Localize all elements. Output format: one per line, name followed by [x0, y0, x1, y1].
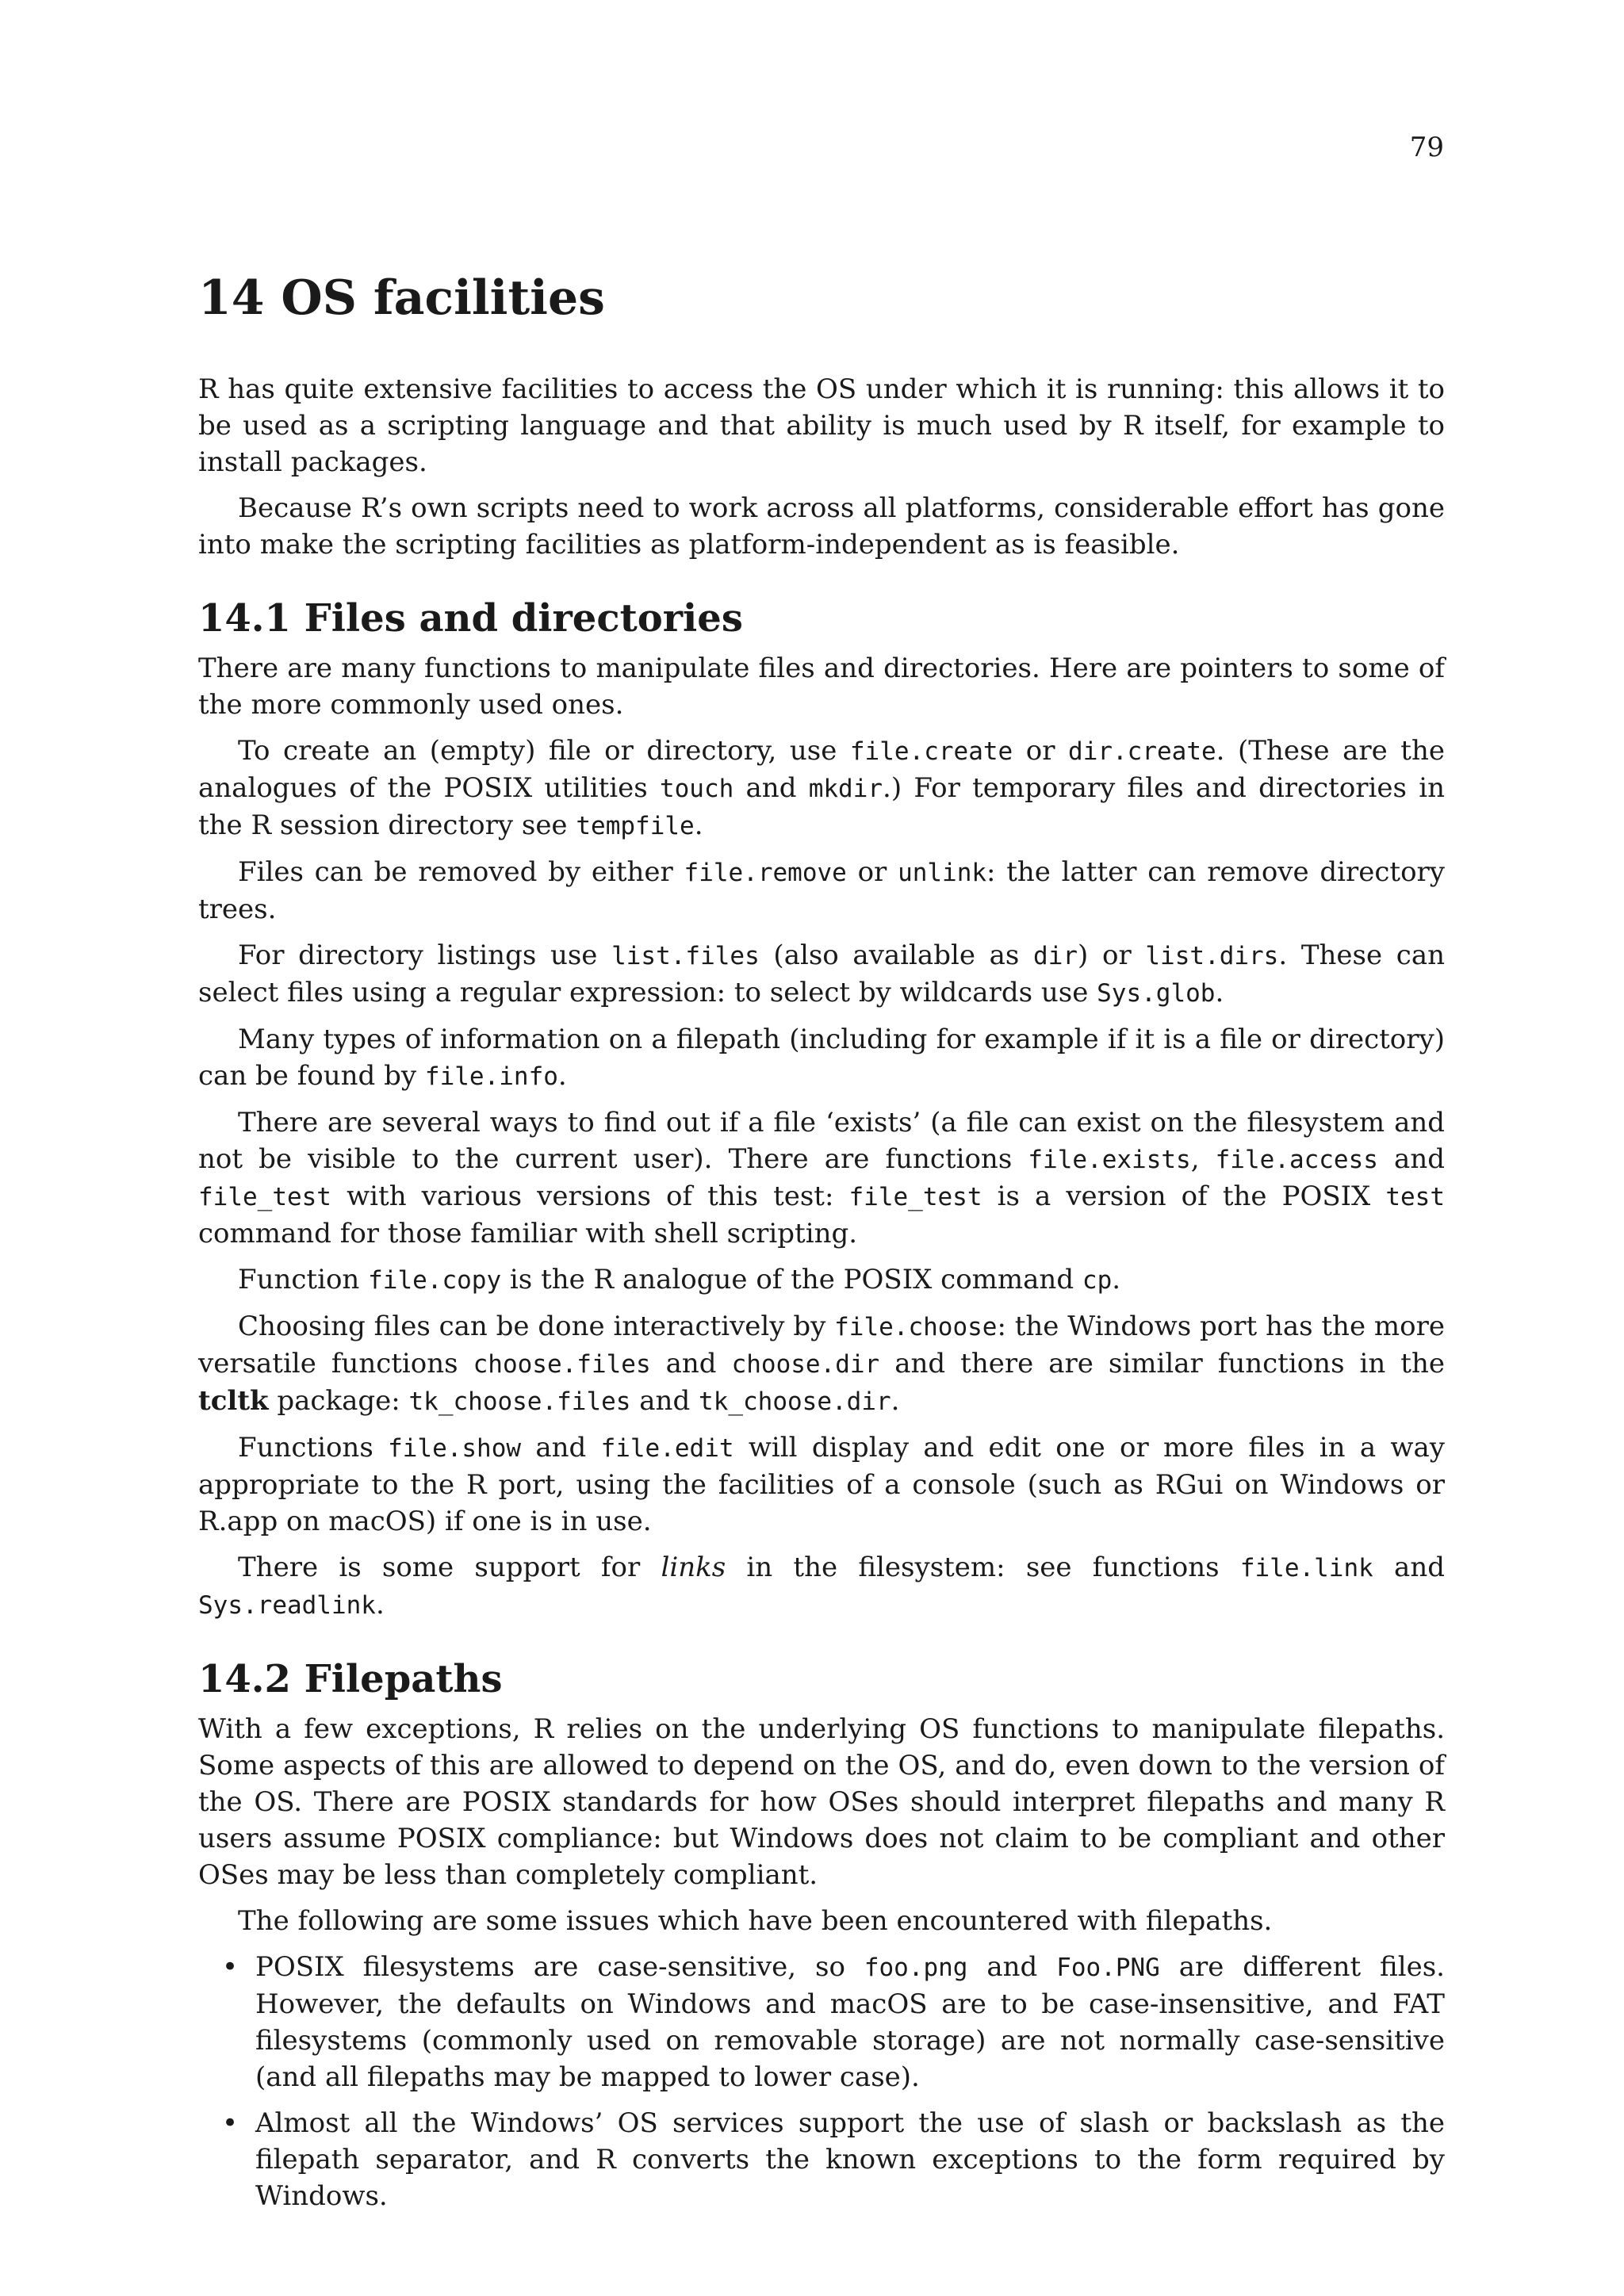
code-span: list.files — [611, 942, 760, 970]
code-span: file.link — [1239, 1554, 1373, 1582]
section-title: 14.2 Filepaths — [198, 1657, 503, 1701]
chapter-title: 14 OS facilities — [198, 270, 605, 326]
code-span: file.exists — [1028, 1146, 1191, 1174]
package-name: tcltk — [198, 1385, 269, 1417]
paragraph: Choosing files can be done interactively by file.choose: the Windows port has the more versatile functions choose.files and choose.dir and there are similar functions in the tcltk package: tk_choose.files and tk_choose.dir. — [198, 1311, 1445, 1417]
code-span: mkdir — [808, 775, 883, 803]
paragraph: There is some support for links in the filesystem: see functions file.link and Sys.readlink. — [198, 1552, 1445, 1621]
code-span: cp — [1082, 1266, 1113, 1295]
paragraph: The following are some issues which have been encountered with filepaths. — [238, 1905, 1273, 1937]
section-title: 14.1 Files and directories — [198, 596, 743, 641]
paragraph: There are many functions to manipulate files and directories. Here are pointers to some of the more commonly used ones. — [198, 652, 1445, 721]
bullet-list — [198, 1949, 1445, 2214]
paragraph: Files can be removed by either file.remove or unlink: the latter can remove directory trees. — [198, 856, 1446, 925]
code-span: tk_choose.dir — [699, 1387, 891, 1416]
code-span: file.show — [388, 1434, 522, 1463]
code-span: dir — [1033, 942, 1078, 970]
paragraph: For directory listings use list.files (also available as dir) or list.dirs. These can select files using a regular expression: to select by wildcards use Sys.glob. — [198, 939, 1445, 1008]
paragraph: Many types of information on a filepath (including for example if it is a file or directory) can be found by file.info. — [198, 1024, 1445, 1092]
code-span: Sys.glob — [1097, 979, 1216, 1008]
code-span: test — [1385, 1183, 1445, 1211]
code-span: file_test — [198, 1183, 331, 1211]
code-span: touch — [659, 775, 734, 803]
code-span: file.create — [849, 737, 1013, 766]
emphasis: links — [661, 1552, 726, 1583]
list-item: • POSIX filesystems are case-sensitive, so foo.png and Foo.PNG are different files. However, the defaults on Windows and macOS are to be case-insensitive, and FAT filesystems (commonly used on removable storage) are not normally case-sensitive (and all filepaths may be mapped to lower case). — [198, 1949, 1445, 2095]
code-span: file.info — [424, 1062, 558, 1091]
code-span: choose.files — [473, 1350, 651, 1379]
code-span: file_test — [848, 1183, 982, 1211]
code-span: file.copy — [368, 1266, 502, 1295]
code-span: file.remove — [684, 859, 847, 887]
code-span: Sys.readlink — [198, 1591, 376, 1620]
code-span: tempfile — [576, 812, 695, 840]
paragraph: To create an (empty) file or directory, use file.create or dir.create. (These are the analogues of the POSIX utilities touch and mkdir.) For temporary files and directories in the R session directory see tempfile. — [198, 735, 1445, 841]
code-span: Foo.PNG — [1056, 1954, 1160, 1982]
list-item: • Almost all the Windows’ OS services support the use of slash or backslash as the filepath separator, and R converts the known exceptions to the form required by Windows. — [198, 2105, 1445, 2214]
intro-paragraph-2: Because R’s own scripts need to work across all platforms, considerable effort has gone into make the scripting facilities as platform-independent as is feasible. — [198, 492, 1445, 561]
section-files-and-directories — [198, 595, 1445, 1624]
paragraph: With a few exceptions, R relies on the underlying OS functions to manipulate filepaths. Some aspects of this are allowed to depend on the OS, and do, even down to the version of the OS. There are POSIX standards for how OSes should interpret filepaths and many R users assume POSIX compliance: but Windows does not claim to be compliant and other OSes may be less than completely compliant. — [198, 1713, 1445, 1891]
bullet-icon: • — [222, 2107, 239, 2139]
code-span: unlink — [898, 859, 987, 887]
bullet-icon: • — [222, 1951, 239, 1983]
code-span: choose.dir — [731, 1350, 880, 1379]
code-span: dir.create — [1068, 737, 1216, 766]
code-span: file.edit — [600, 1434, 734, 1463]
code-span: tk_choose.files — [408, 1387, 631, 1416]
section-filepaths — [198, 1655, 1445, 2214]
code-span: file.choose — [834, 1313, 998, 1341]
page-number: 79 — [1409, 132, 1444, 163]
code-span: file.access — [1215, 1146, 1378, 1174]
code-span: list.dirs — [1145, 942, 1279, 970]
page-content — [198, 270, 1445, 2224]
intro-paragraph-1: R has quite extensive facilities to access the OS under which it is running: this allows it to be used as a scripting language and that ability is much used by R itself, for example to install packages. — [198, 373, 1445, 478]
paragraph: Functions file.show and file.edit will display and edit one or more files in a way appropriate to the R port, using the facilities of a console (such as RGui on Windows or R.app on macOS) if one is in use. — [198, 1432, 1445, 1537]
paragraph: There are several ways to find out if a file ‘exists’ (a file can exist on the filesystem and not be visible to the current user). There are functions file.exists, file.access and file_test with various versions of this test: file_test is a version of the POSIX test command for those familiar with shell scripting. — [198, 1107, 1445, 1249]
code-span: foo.png — [864, 1954, 968, 1982]
paragraph: Function file.copy is the R analogue of the POSIX command cp. — [238, 1264, 1121, 1295]
